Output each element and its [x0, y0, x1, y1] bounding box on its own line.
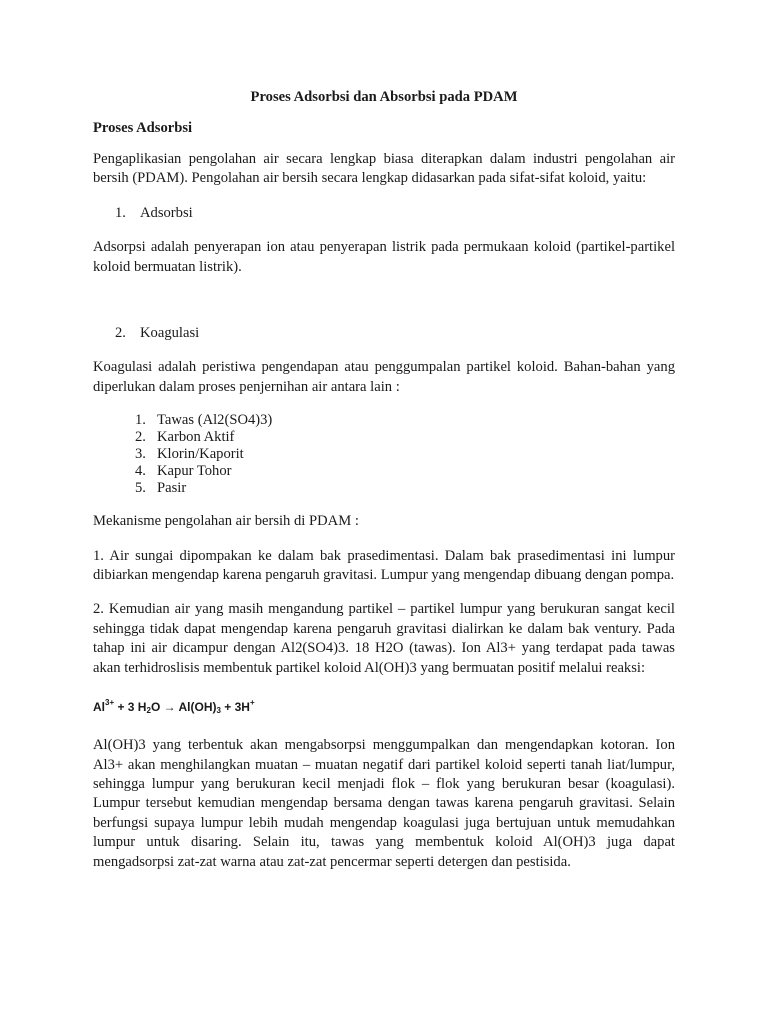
chemical-equation [93, 693, 675, 721]
list-number: 2. [115, 325, 126, 342]
adsorpsi-paragraph: Adsorpsi adalah penyerapan ion atau penyerapan listrik pada permukaan koloid (partikel-partikel koloid bermuatan listrik). [93, 239, 675, 275]
materials-list [93, 412, 675, 497]
equation-part: Al [93, 700, 105, 715]
equation-subscript: 2 [146, 706, 151, 716]
list-item [135, 412, 675, 429]
intro-paragraph: Pengaplikasian pengolahan air secara lengkap biasa diterapkan dalam industri pengolahan air bersih (PDAM). Pengolahan air bersih secara lengkap didasarkan pada sifat-sifat koloid, yaitu: [93, 151, 675, 187]
blank-space [93, 277, 675, 309]
step-1-paragraph: 1. Air sungai dipompakan ke dalam bak prasedimentasi. Dalam bak prasedimentasi ini lumpur dibiarkan mengendap karena pengaruh gravitasi. Lumpur yang mengendap dibuang dengan pompa. [93, 547, 675, 584]
list-label: Klorin/Kaporit [157, 446, 244, 463]
list-number: 4. [135, 463, 146, 480]
list-label: Koagulasi [140, 325, 200, 342]
final-paragraph: Al(OH)3 yang terbentuk akan mengabsorpsi menggumpalkan dan mengendapkan kotoran. Ion Al3+ akan menghilangkan muatan – muatan negatif dari partikel koloid seperti tanah liat/lumpur, sehingga lumpur yang berukuran kecil menjadi flok – flok yang berukuran besar (koagulasi). Lumpur tersebut kemudian mengendap bersama dengan tawas karena pengaruh gravitasi. Selain berfungsi supaya lumpur lebih mudah mengendap koagulasi juga bertujuan untuk memudahkan lumpur untuk disaring. Selain itu, tawas yang membentuk koloid Al(OH)3 juga dapat mengadsorpsi zat-zat warna atau zat-zat pencermar seperti detergen dan pestisida. [93, 737, 675, 870]
equation-superscript: 3+ [105, 698, 115, 708]
equation-part: O → Al(OH) [150, 700, 217, 715]
list-label: Pasir [157, 480, 187, 497]
list-number: 1. [135, 412, 146, 429]
list-item [135, 446, 675, 463]
list-label: Karbon Aktif [157, 429, 235, 446]
equation-part: + 3H [220, 700, 250, 715]
list-number: 1. [115, 204, 126, 221]
list-label: Kapur Tohor [157, 463, 232, 480]
mekanisme-intro: Mekanisme pengolahan air bersih di PDAM : [93, 513, 359, 530]
equation-part: + 3 H [114, 700, 147, 715]
list-number: 2. [135, 429, 146, 446]
list-number: 5. [135, 480, 146, 497]
section-heading: Proses Adsorbsi [93, 120, 193, 136]
equation-subscript: 3 [216, 706, 221, 716]
list-number: 3. [135, 446, 146, 463]
koagulasi-paragraph: Koagulasi adalah peristiwa pengendapan atau penggumpalan partikel koloid. Bahan-bahan yang diperlukan dalam proses penjernihan air antara lain : [93, 359, 675, 395]
step-2-paragraph: 2. Kemudian air yang masih mengandung partikel – partikel lumpur yang berukuran sangat kecil sehingga tidak dapat mengendap karena pengaruh gravitasi dialirkan ke dalam bak ventury. Pada tahap ini air dicampur dengan Al2(SO4)3. 18 H2O (tawas). Ion Al3+ yang terdapat pada tawas akan terhidroslisis membentuk partikel koloid Al(OH)3 yang bermuatan positif melalui reaksi: [93, 601, 675, 676]
list-label: Tawas (Al2(SO4)3) [157, 412, 273, 429]
list-item [135, 429, 675, 446]
list-item-adsorbsi [93, 204, 675, 223]
list-item [135, 480, 675, 497]
list-item-koagulasi [93, 324, 675, 343]
equation-superscript: + [249, 698, 255, 708]
document-title: Proses Adsorbsi dan Absorbsi pada PDAM [250, 89, 518, 105]
list-item [135, 463, 675, 480]
list-label: Adsorbsi [140, 204, 193, 221]
